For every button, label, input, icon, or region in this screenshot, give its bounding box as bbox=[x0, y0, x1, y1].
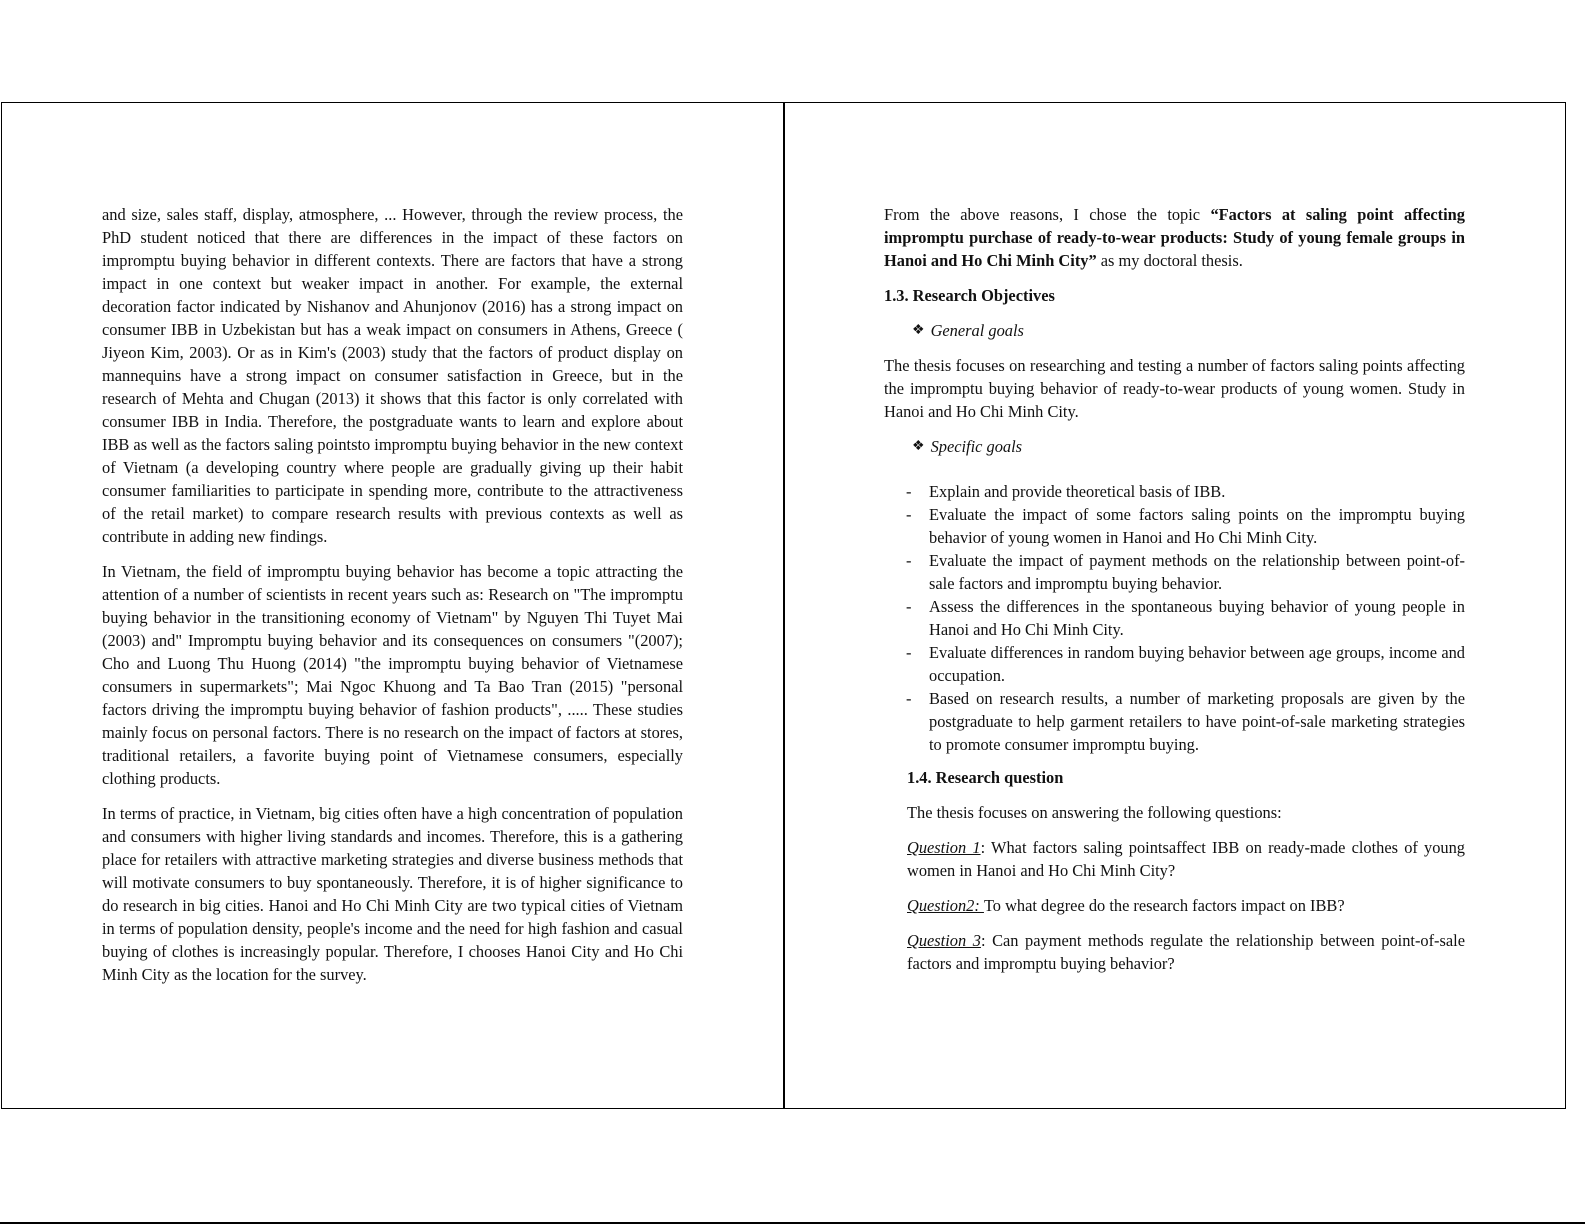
list-item bbox=[884, 549, 1465, 595]
question-text: To what degree do the research factors impact on IBB? bbox=[983, 896, 1345, 915]
list-item bbox=[884, 687, 1465, 756]
question-1 bbox=[907, 836, 1465, 882]
general-goals-label: General goals bbox=[930, 321, 1024, 340]
question-separator: : bbox=[980, 838, 991, 857]
goal-text: Evaluate differences in random buying behavior between age groups, income and occupation. bbox=[929, 643, 1465, 685]
left-paragraph-3: In terms of practice, in Vietnam, big cities often have a high concentration of population and consumers with higher living standards and incomes. Therefore, this is a gathering place for retailers with attractive marketing strategies and diverse business methods that will motivate consumers to buy spontaneously. Therefore, it is of higher significance to do research in big cities. Hanoi and Ho Chi Minh City are two typical cities of Vietnam in terms of population density, people's income and the need for high fashion and casual buying of clothes is increasingly popular. Therefore, I chooses Hanoi City and Ho Chi Minh City as the location for the survey. bbox=[102, 804, 683, 984]
dash-bullet-icon: - bbox=[906, 597, 912, 616]
goal-text: Explain and provide theoretical basis of IBB. bbox=[929, 482, 1226, 501]
intro-before: From the above reasons, I chose the topic bbox=[884, 205, 1211, 224]
question-text: Can payment methods regulate the relationship between point-of-sale factors and impromptu buying behavior? bbox=[907, 931, 1465, 973]
question-text: What factors saling pointsaffect IBB on ready-made clothes of young women in Hanoi and Ho Chi Minh City? bbox=[907, 838, 1466, 880]
questions-intro: The thesis focuses on answering the following questions: bbox=[907, 803, 1282, 822]
question-3 bbox=[907, 929, 1465, 975]
diamond-bullet-icon: ❖ bbox=[912, 439, 925, 454]
right-page bbox=[884, 203, 1465, 987]
list-item bbox=[884, 480, 1465, 503]
left-page bbox=[102, 203, 683, 998]
general-goals-text: The thesis focuses on researching and testing a number of factors saling points affecting the impromptu buying behavior of ready-to-wear products of young women. Study in Hanoi and Ho Chi Minh City. bbox=[884, 356, 1465, 421]
question-label: Question 3 bbox=[907, 931, 981, 950]
goal-text: Assess the differences in the spontaneous buying behavior of young people in Hanoi and Ho Chi Minh City. bbox=[929, 597, 1465, 639]
goal-text: Evaluate the impact of some factors saling points on the impromptu buying behavior of young women in Hanoi and Ho Chi Minh City. bbox=[929, 505, 1465, 547]
question-separator: : bbox=[980, 931, 993, 950]
specific-goals-list bbox=[884, 480, 1465, 756]
section-heading-research-question: 1.4. Research question bbox=[907, 768, 1064, 787]
bottom-rule bbox=[0, 1222, 1585, 1224]
left-paragraph-2: In Vietnam, the field of impromptu buying behavior has become a topic attracting the attention of a number of scientists in recent years such as: Research on "The impromptu buying behavior in the transitioning economy of Vietnam" by Nguyen Thi Tuyet Mai (2003) and" Impromptu buying behavior and its consequences on consumers "(2007); Cho and Luong Thu Huong (2014) "the impromptu buying behavior of Vietnamese consumers in supermarkets"; Mai Ngoc Khuong and Ta Bao Tran (2015) "personal factors driving the impromptu buying behavior of fashion products", ..... These studies mainly focus on personal factors. There is no research on the impact of factors at stores, traditional retailers, a favorite buying point of Vietnamese consumers, especially clothing products. bbox=[102, 562, 683, 788]
goal-text: Evaluate the impact of payment methods on the relationship between point-of-sale factors and impromptu buying behavior. bbox=[929, 551, 1465, 593]
goal-text: Based on research results, a number of marketing proposals are given by the postgraduate to help garment retailers to have point-of-sale marketing strategies to promote consumer impromptu buying. bbox=[929, 689, 1465, 754]
specific-goals-label: Specific goals bbox=[930, 437, 1023, 456]
left-paragraph-1: and size, sales staff, display, atmosphere, ... However, through the review process, the PhD student noticed that there are differences in the impact of these factors on impromptu buying behavior in different contexts. There are factors that have a strong impact in one context but weaker impact in another. For example, the external decoration factor indicated by Nishanov and Ahunjonov (2016) has a strong impact on consumer IBB in Uzbekistan but has a weak impact on consumers in Athens, Greece ( Jiyeon Kim, 2003). Or as in Kim's (2003) study that the factors of product display on mannequins have a strong impact on consumer satisfaction in Greece, but in the research of Mehta and Chugan (2013) it shows that this factor is only correlated with consumer IBB in India. Therefore, the postgraduate wants to learn and explore about IBB as well as the factors saling pointsto impromptu buying behavior in the new context of Vietnam (a developing country where people are gradually giving up their habit consumer familiarities to participate in spending more, contribute to the attractiveness of the retail market) to compare research results with previous contexts as well as contribute in adding new findings. bbox=[102, 205, 683, 546]
question-label: Question2: bbox=[907, 896, 984, 915]
question-label: Question 1 bbox=[907, 838, 981, 857]
question-2 bbox=[907, 894, 1465, 917]
section-heading-research-objectives: 1.3. Research Objectives bbox=[884, 286, 1055, 305]
thesis-topic: “Factors at saling point affecting impromptu purchase of ready-to-wear products: Study of young female groups in Hanoi and Ho Chi Minh City” bbox=[884, 205, 1465, 270]
intro-after: as my doctoral thesis. bbox=[1096, 251, 1243, 270]
general-goals-heading bbox=[912, 319, 1465, 342]
specific-goals-heading bbox=[912, 435, 1465, 458]
dash-bullet-icon: - bbox=[906, 505, 912, 524]
dash-bullet-icon: - bbox=[906, 551, 912, 570]
intro-paragraph bbox=[884, 203, 1465, 272]
list-item bbox=[884, 595, 1465, 641]
dash-bullet-icon: - bbox=[906, 643, 912, 662]
dash-bullet-icon: - bbox=[906, 689, 912, 708]
diamond-bullet-icon: ❖ bbox=[912, 323, 925, 338]
dash-bullet-icon: - bbox=[906, 482, 912, 501]
list-item bbox=[884, 641, 1465, 687]
page-divider bbox=[783, 102, 785, 1109]
list-item bbox=[884, 503, 1465, 549]
